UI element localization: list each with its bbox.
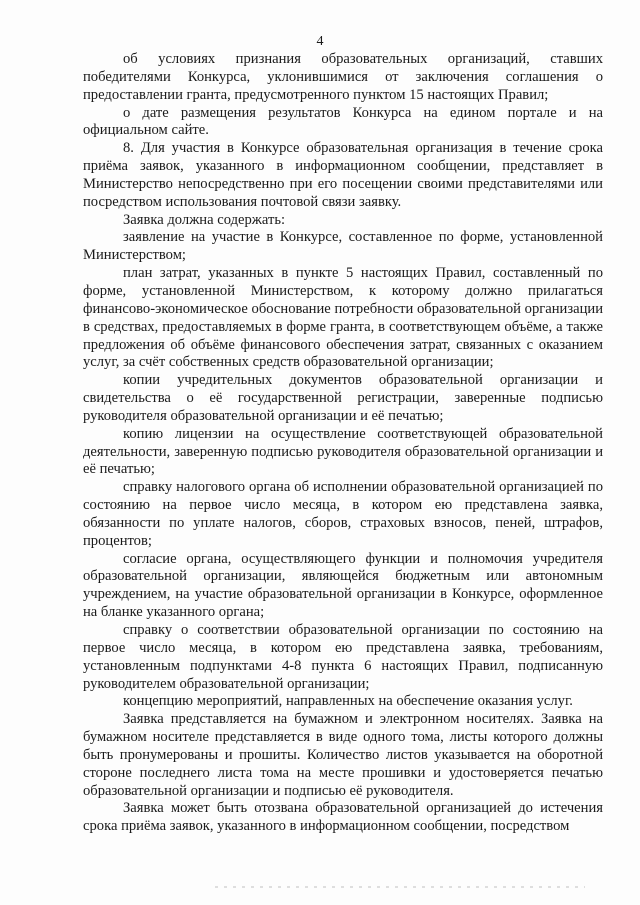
paragraph: заявление на участие в Конкурсе, составленное по форме, установленной Министерством; — [83, 229, 603, 264]
paragraph: копию лицензии на осуществление соответствующей образовательной деятельности, заверенную подписью руководителя образовательной организации и её печатью; — [83, 425, 603, 478]
paragraph: Заявка должна содержать: — [123, 211, 286, 228]
paragraph: справку налогового органа об исполнении образовательной организацией по состоянию на первое число месяца, в котором ею представлена заявка, обязанности по уплате налогов, сборов, страховых взносов, пеней, штрафов, процентов; — [83, 479, 603, 549]
paragraph: копии учредительных документов образовательной организации и свидетельства о её государственной регистрации, заверенные подписью руководителя образовательной организации и её печатью; — [83, 372, 603, 424]
document-body — [83, 51, 603, 836]
paragraph: о дате размещения результатов Конкурса на едином портале и на официальном сайте. — [83, 104, 603, 139]
paragraph: концепцию мероприятий, направленных на обеспечение оказания услуг. — [123, 693, 573, 710]
paragraph: согласие органа, осуществляющего функции и полномочия учредителя образовательной организации, являющейся бюджетным или автономным учреждением, на участие образовательной организации в Конкурсе, оформленное на бланке указанного органа; — [83, 550, 603, 621]
paragraph: об условиях признания образовательных организаций, ставших победителями Конкурса, уклонившимися от заключения соглашения о предоставлении гранта, предусмотренного пунктом 15 настоящих Правил; — [83, 51, 603, 103]
paragraph: справку о соответствии образовательной организации по состоянию на первое число месяца, в котором ею представлена заявка, требованиям, установленным подпунктами 4-8 пункта 6 настоящих Правил, подписанную руководителем образовательной организации; — [83, 622, 603, 692]
paragraph: 8. Для участия в Конкурсе образовательная организация в течение срока приёма заявок, указанного в информационном сообщении, представляет в Министерство непосредственно при его посещении своими представителями или посредством использования почтовой связи заявку. — [83, 140, 603, 210]
paragraph: Заявка представляется на бумажном и электронном носителях. Заявка на бумажном носителе представляется в виде одного тома, листы которого должны быть пронумерованы и прошиты. Количество листов указывается на оборотной стороне последнего листа тома на месте прошивки и удостоверяется печатью образовательной организации и подписью её руководителя. — [83, 711, 603, 799]
page-number: 4 — [316, 34, 324, 49]
paragraph: Заявка может быть отозвана образовательной организацией до истечения срока приёма заявок, указанного в информационном сообщении, посредством — [83, 800, 603, 835]
paragraph: план затрат, указанных в пункте 5 настоящих Правил, составленный по форме, установленной Министерством, к которому должно прилагаться финансово-экономическое обоснование потребности образовательной организации в средствах, предоставляемых в форме гранта, в соответствующем объёме, а также предложения об объёме финансового обеспечения затрат, связанных с оказанием услуг, за счёт собственных средств образовательной организации; — [83, 265, 603, 371]
scan-artifact — [215, 886, 585, 888]
